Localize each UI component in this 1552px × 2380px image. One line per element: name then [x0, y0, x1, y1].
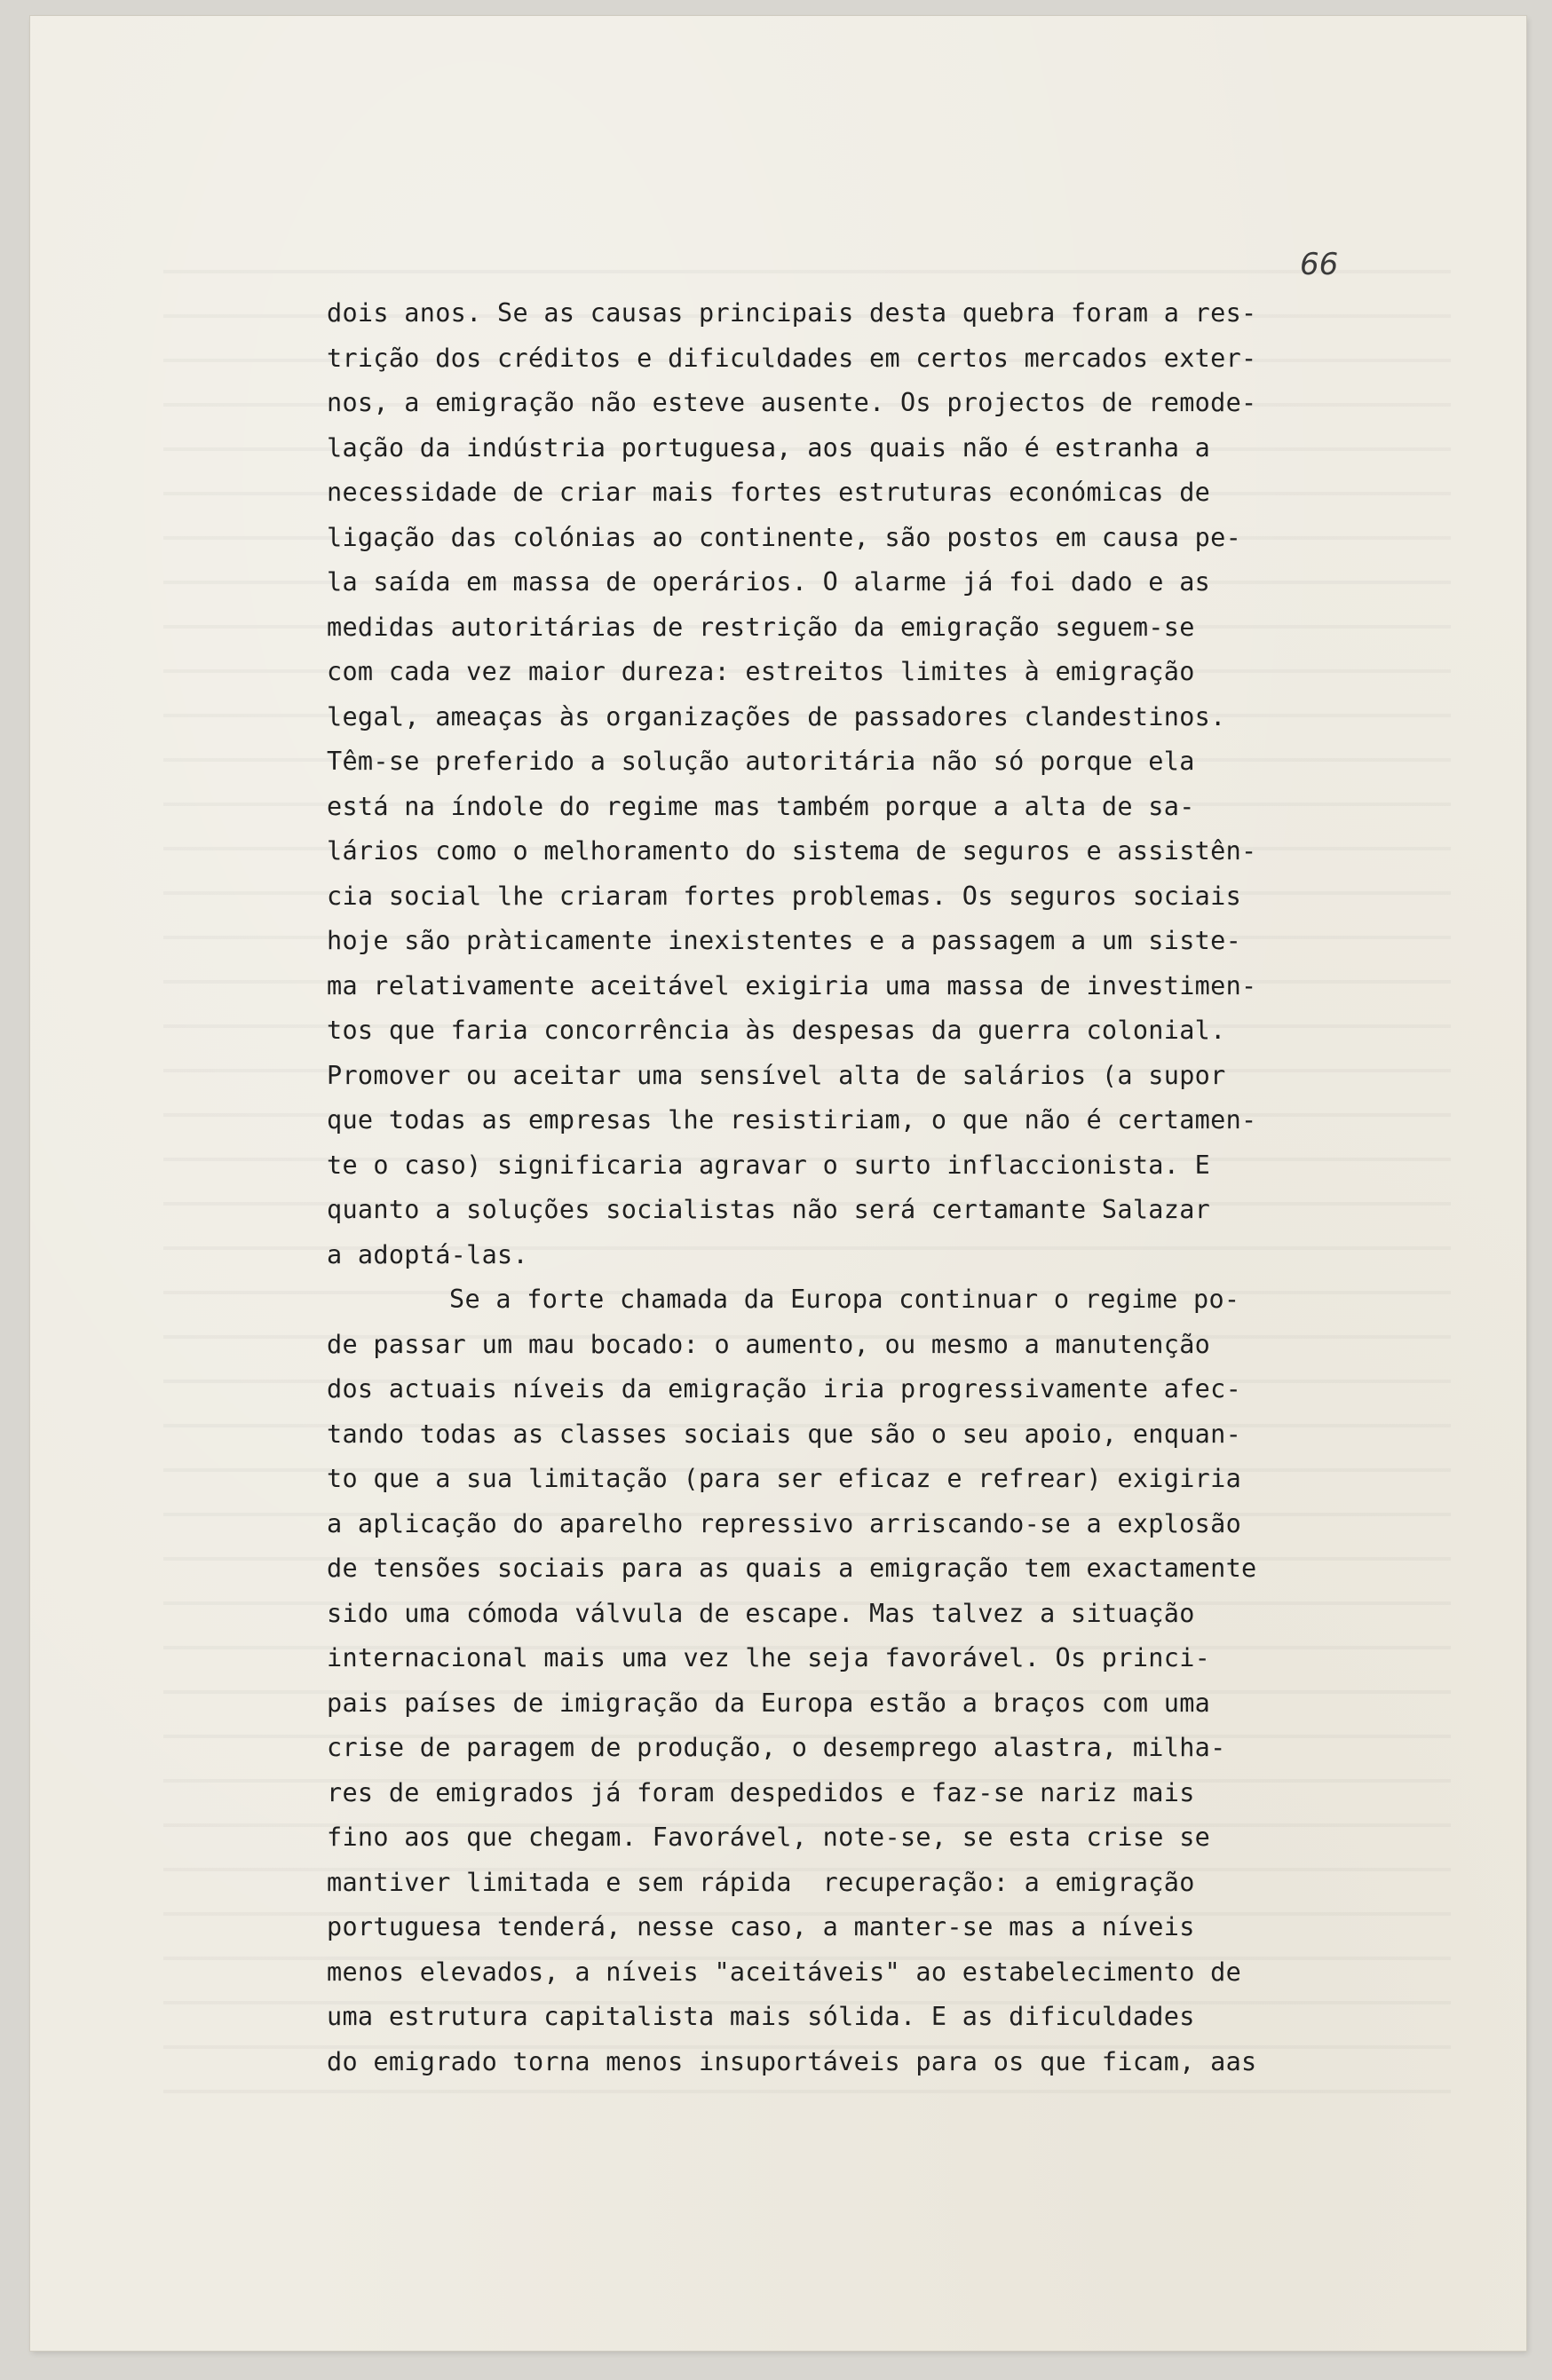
text-line: ma relativamente aceitável exigiria uma massa de investimen-: [327, 970, 1257, 1000]
text-line: quanto a soluções socialistas não será certamante Salazar: [327, 1195, 1211, 1224]
text-line: nos, a emigração não esteve ausente. Os projectos de remode-: [327, 388, 1257, 417]
text-line: ligação das colónias ao continente, são postos em causa pe-: [327, 522, 1242, 552]
text-line: hoje são pràticamente inexistentes e a passagem a um siste-: [327, 926, 1242, 955]
text-line: te o caso) significaria agravar o surto inflaccionista. E: [327, 1150, 1211, 1180]
text-line: trição dos créditos e dificuldades em certos mercados exter-: [327, 343, 1257, 373]
text-line: tos que faria concorrência às despesas da guerra colonial.: [327, 1016, 1226, 1045]
text-line: lação da indústria portuguesa, aos quais não é estranha a: [327, 432, 1211, 463]
text-line: do emigrado torna menos insuportáveis para os que ficam, aas: [327, 2046, 1257, 2076]
text-line: Promover ou aceitar uma sensível alta de salários (a supor: [327, 1060, 1226, 1090]
text-line: medidas autoritárias de restrição da emigração seguem-se: [327, 612, 1195, 642]
text-line: de tensões sociais para as quais a emigração tem exactamente: [327, 1554, 1257, 1583]
text-line: dos actuais níveis da emigração iria progressivamente afec-: [327, 1374, 1242, 1403]
text-line: a adoptá-las.: [327, 1239, 528, 1269]
text-line: to que a sua limitação (para ser eficaz e refrear) exigiria: [327, 1464, 1242, 1493]
text-line: crise de paragem de produção, o desemprego alastra, milha-: [327, 1733, 1226, 1762]
typewritten-text: [327, 291, 1419, 2084]
text-line: menos elevados, a níveis "aceitáveis" ao estabelecimento de: [327, 1957, 1242, 1987]
text-line: la saída em massa de operários. O alarme já foi dado e as: [327, 567, 1211, 597]
text-line: cia social lhe criaram fortes problemas. Os seguros sociais: [327, 881, 1242, 911]
text-line: portuguesa tenderá, nesse caso, a manter-se mas a níveis: [327, 1912, 1195, 1941]
text-line: fino aos que chegam. Favorável, note-se, se esta crise se: [327, 1823, 1211, 1852]
text-line: necessidade de criar mais fortes estruturas económicas de: [327, 478, 1211, 507]
text-line: mantiver limitada e sem rápida recuperação: a emigração: [327, 1867, 1195, 1897]
text-line: internacional mais uma vez lhe seja favorável. Os princi-: [327, 1643, 1211, 1672]
text-line: com cada vez maior dureza: estreitos limites à emigração: [327, 657, 1195, 686]
text-line: sido uma cómoda válvula de escape. Mas talvez a situação: [327, 1598, 1195, 1628]
page-number: 66: [1300, 247, 1339, 282]
text-line: que todas as empresas lhe resistiriam, o que não é certamen-: [327, 1105, 1257, 1135]
text-line: legal, ameaças às organizações de passadores clandestinos.: [327, 701, 1226, 731]
text-line: pais países de imigração da Europa estão a braços com uma: [327, 1688, 1211, 1718]
text-line: lários como o melhoramento do sistema de seguros e assistên-: [327, 836, 1257, 866]
text-line: está na índole do regime mas também porque a alta de sa-: [327, 791, 1195, 821]
text-line: tando todas as classes sociais que são o seu apoio, enquan-: [327, 1419, 1242, 1449]
text-line: a aplicação do aparelho repressivo arriscando-se a explosão: [327, 1508, 1242, 1538]
text-line: dois anos. Se as causas principais desta quebra foram a res-: [327, 298, 1257, 328]
text-line: de passar um mau bocado: o aumento, ou mesmo a manutenção: [327, 1329, 1211, 1359]
text-line: Têm-se preferido a solução autoritária não só porque ela: [327, 747, 1195, 776]
text-line: res de emigrados já foram despedidos e faz-se nariz mais: [327, 1777, 1195, 1807]
paragraph-first-line: Se a forte chamada da Europa continuar o regime po-: [449, 1285, 1240, 1314]
text-line: uma estrutura capitalista mais sólida. E as dificuldades: [327, 2002, 1195, 2031]
